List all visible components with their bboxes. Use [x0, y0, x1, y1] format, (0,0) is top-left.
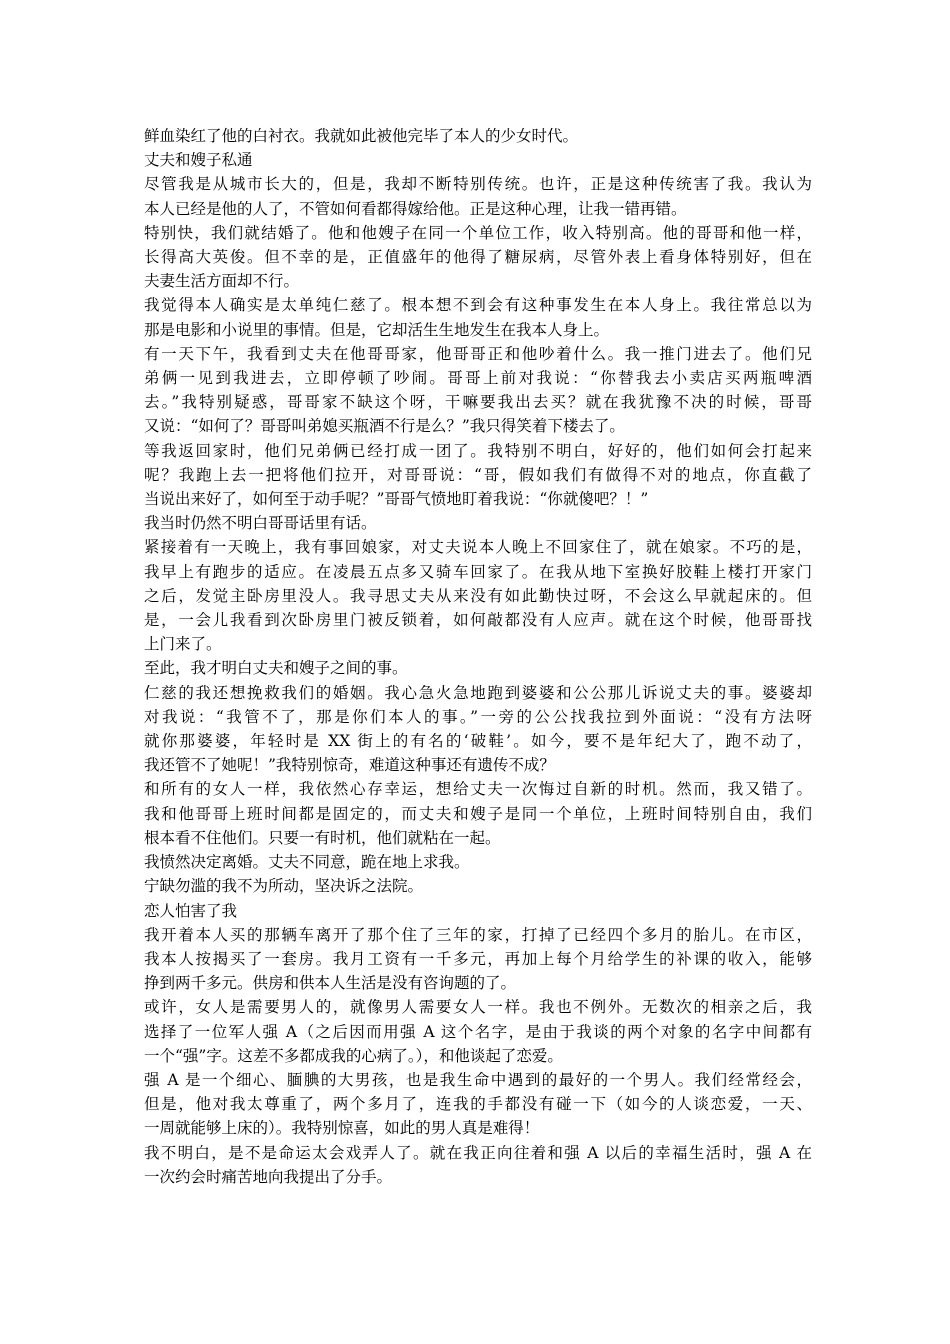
- text-line: 又说：“如何了？哥哥叫弟媳买瓶酒不行是么？”我只得笑着下楼去了。: [144, 417, 625, 436]
- text-line: 那是电影和小说里的事情。但是，它却活生生地发生在我本人身上。: [144, 320, 610, 339]
- text-line: 我不明白，是不是命运太会戏弄人了。就在我正向往着和强 A 以后的幸福生活时，强 A 在: [144, 1143, 812, 1162]
- text-line: 我觉得本人确实是太单纯仁慈了。根本想不到会有这种事发生在本人身上。我往常总以为: [144, 296, 812, 315]
- text-line: 我当时仍然不明白哥哥话里有话。: [144, 514, 377, 533]
- text-line: 宁缺勿滥的我不为所动，坚决诉之法院。: [144, 877, 424, 896]
- text-line: 本人已经是他的人了，不管如何看都得嫁给他。正是这种心理，让我一错再错。: [144, 199, 687, 218]
- text-line: 选择了一位军人强 A（之后因而用强 A 这个名字，是由于我谈的两个对象的名字中间都有: [144, 1022, 812, 1041]
- text-line: 当说出来好了，如何至于动手呢？”哥哥气愤地盯着我说：“你就傻吧？！”: [144, 490, 649, 509]
- text-line: 一次约会时痛苦地向我提出了分手。: [144, 1167, 393, 1186]
- text-line: 和所有的女人一样，我依然心存幸运，想给丈夫一次悔过自新的时机。然而，我又错了。: [144, 780, 812, 799]
- text-line: 我开着本人买的那辆车离开了那个住了三年的家，打掉了已经四个多月的胎儿。在市区，: [144, 925, 812, 944]
- text-line: 强 A 是一个细心、腼腆的大男孩，也是我生命中遇到的最好的一个男人。我们经常经会，: [144, 1070, 812, 1089]
- text-line: 尽管我是从城市长大的，但是，我却不断特别传统。也许，正是这种传统害了我。我认为: [144, 175, 812, 194]
- text-line: 有一天下午，我看到丈夫在他哥哥家，他哥哥正和他吵着什么。我一推门进去了。他们兄: [144, 344, 812, 363]
- text-line: 挣到两千多元。供房和供本人生活是没有咨询题的了。: [144, 974, 517, 993]
- text-line: 我早上有跑步的适应。在凌晨五点多又骑车回家了。在我从地下室换好胶鞋上楼打开家门: [144, 562, 812, 581]
- text-line: 弟俩一见到我进去，立即停顿了吵闹。哥哥上前对我说：“你替我去小卖店买两瓶啤酒: [144, 369, 812, 388]
- text-line: 但是，他对我太尊重了，两个多月了，连我的手都没有碰一下（如今的人谈恋爱，一天、: [144, 1095, 812, 1114]
- text-line: 一周就能够上床的）。我特别惊喜，如此的男人真是难得！: [144, 1119, 540, 1138]
- text-line: 我本人按揭买了一套房。我月工资有一千多元，再加上每个月给学生的补课的收入，能够: [144, 949, 812, 968]
- text-line: 之后，发觉主卧房里没人。我寻思丈夫从来没有如此勤快过呀，不会这么早就起床的。但: [144, 586, 812, 605]
- text-line: 至此，我才明白丈夫和嫂子之间的事。: [144, 659, 408, 678]
- text-line: 就你那婆婆，年轻时是 XX 街上的有名的‘破鞋’。如今，要不是年纪大了，跑不动了，: [144, 732, 812, 751]
- text-line: 等我返回家时，他们兄弟俩已经打成一团了。我特别不明白，好好的，他们如何会打起来: [144, 441, 812, 460]
- text-line: 对我说：“我管不了，那是你们本人的事。”一旁的公公找我拉到外面说：“没有方法呀: [144, 707, 812, 726]
- text-line: 是，一会儿我看到次卧房里门被反锁着，如何敲都没有人应声。就在这个时候，他哥哥找: [144, 611, 812, 630]
- text-line: 或许，女人是需要男人的，就像男人需要女人一样。我也不例外。无数次的相亲之后，我: [144, 998, 812, 1017]
- text-line: 我和他哥哥上班时间都是固定的，而丈夫和嫂子是同一个单位，上班时间特别自由，我们: [144, 804, 812, 823]
- text-line: 呢？我跑上去一把将他们拉开，对哥哥说：“哥，假如我们有做得不对的地点，你直截了: [144, 465, 812, 484]
- text-line: 丈夫和嫂子私通: [144, 151, 253, 170]
- text-line: 上门来了。: [144, 635, 222, 654]
- text-line: 根本看不住他们。只要一有时机，他们就粘在一起。: [144, 828, 501, 847]
- text-line: 特别快，我们就结婚了。他和他嫂子在同一个单位工作，收入特别高。他的哥哥和他一样，: [144, 223, 812, 242]
- text-line: 长得高大英俊。但不幸的是，正值盛年的他得了糖尿病，尽管外表上看身体特别好，但在: [144, 248, 812, 267]
- text-line: 一个“强”字。这差不多都成我的心病了。），和他谈起了恋爱。: [144, 1046, 563, 1065]
- text-line: 鲜血染红了他的白衬衣。我就如此被他完毕了本人的少女时代。: [144, 127, 579, 145]
- text-line: 我还管不了她呢！”我特别惊奇，难道这种事还有遗传不成？: [144, 756, 555, 775]
- text-line: 恋人怕害了我: [144, 901, 238, 920]
- text-line: 夫妻生活方面却不行。: [144, 272, 300, 291]
- text-line: 仁慈的我还想挽救我们的婚姻。我心急火急地跑到婆婆和公公那儿诉说丈夫的事。婆婆却: [144, 683, 812, 702]
- text-line: 紧接着有一天晚上，我有事回娘家，对丈夫说本人晚上不回家住了，就在娘家。不巧的是，: [144, 538, 812, 557]
- document-page: [144, 124, 812, 1189]
- text-line: 我愤然决定离婚。丈夫不同意，跪在地上求我。: [144, 853, 470, 872]
- text-line: 去。”我特别疑惑，哥哥家不缺这个呀，干嘛要我出去买？就在我犹豫不决的时候，哥哥: [144, 393, 812, 412]
